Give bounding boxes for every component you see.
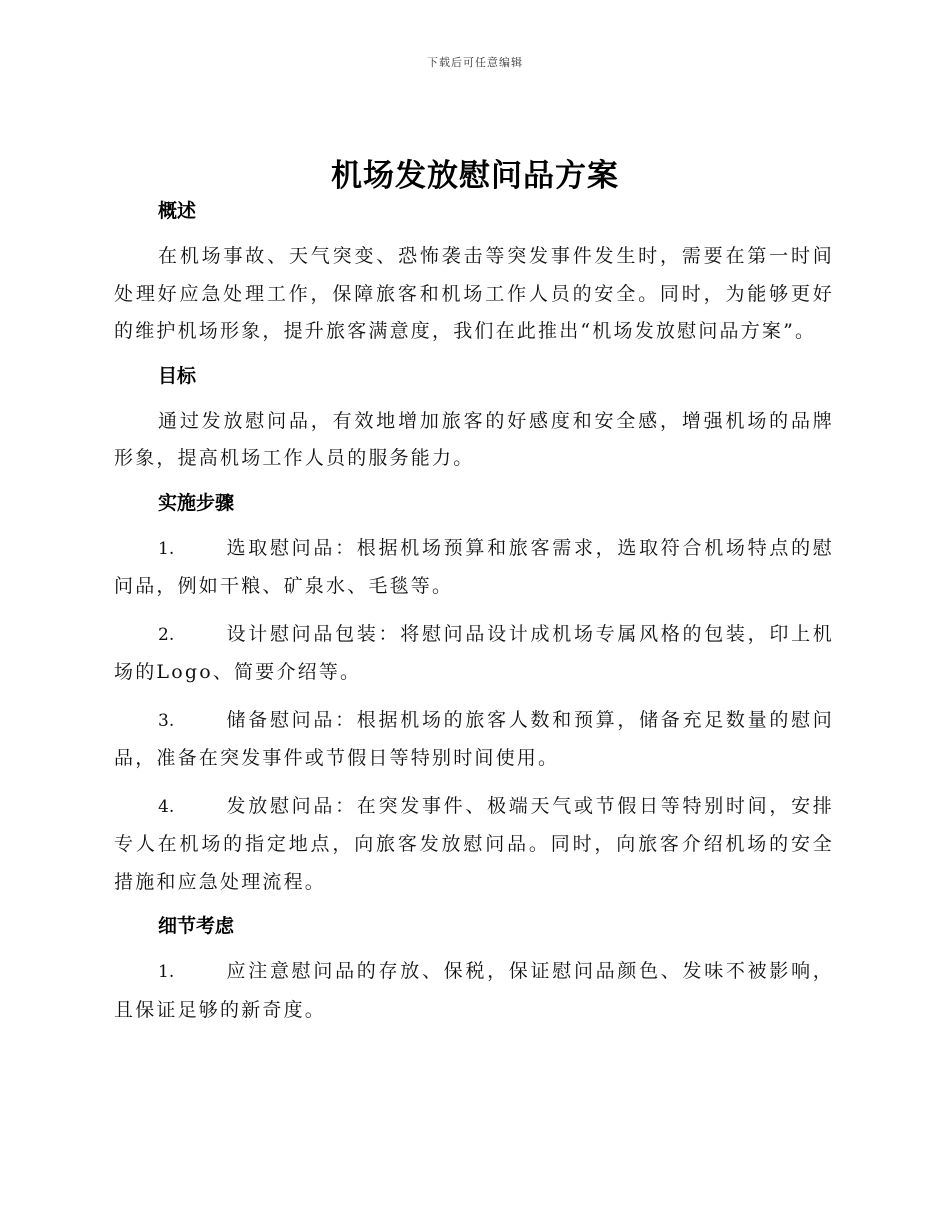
- step-item: [114, 702, 834, 778]
- step-text: 储备慰问品：根据机场的旅客人数和预算，储备充足数量的慰问品，准备在突发事件或节假日等特别时间使用。: [114, 708, 834, 769]
- step-item: [114, 788, 834, 902]
- section-heading-steps: 实施步骤: [158, 491, 235, 514]
- step-number: 4.: [158, 796, 175, 817]
- step-number: 1.: [158, 538, 175, 559]
- goal-paragraph: 通过发放慰问品，有效地增加旅客的好感度和安全感，增强机场的品牌形象，提高机场工作人员的服务能力。: [114, 409, 834, 469]
- step-number: 2.: [158, 624, 175, 645]
- step-item: [114, 530, 834, 606]
- section-heading-goal: 目标: [158, 364, 197, 387]
- detail-text: 应注意慰问品的存放、保税，保证慰问品颜色、发味不被影响，且保证足够的新奇度。: [114, 960, 834, 1021]
- detail-item: [114, 953, 834, 1029]
- step-text: 选取慰问品：根据机场预算和旅客需求，选取符合机场特点的慰问品，例如干粮、矿泉水、毛毯等。: [114, 536, 834, 597]
- step-number: 3.: [158, 710, 175, 731]
- step-item: [114, 616, 834, 692]
- overview-paragraph: 在机场事故、天气突变、恐怖袭击等突发事件发生时，需要在第一时间处理好应急处理工作，保障旅客和机场工作人员的安全。同时，为能够更好的维护机场形象，提升旅客满意度，我们在此推出“机场发放慰问品方案”。: [114, 245, 834, 342]
- document-title: 机场发放慰问品方案: [331, 158, 619, 194]
- step-text: 设计慰问品包装：将慰问品设计成机场专属风格的包装，印上机场的Logo、简要介绍等。: [114, 622, 834, 683]
- section-heading-details: 细节考虑: [158, 915, 235, 937]
- document-body: [114, 196, 834, 1029]
- detail-number: 1.: [158, 962, 175, 982]
- section-heading-overview: 概述: [158, 200, 197, 222]
- header-note: 下载后可任意编辑: [427, 56, 523, 69]
- step-text: 发放慰问品：在突发事件、极端天气或节假日等特别时间，安排专人在机场的指定地点，向旅客发放慰问品。同时，向旅客介绍机场的安全措施和应急处理流程。: [114, 794, 834, 893]
